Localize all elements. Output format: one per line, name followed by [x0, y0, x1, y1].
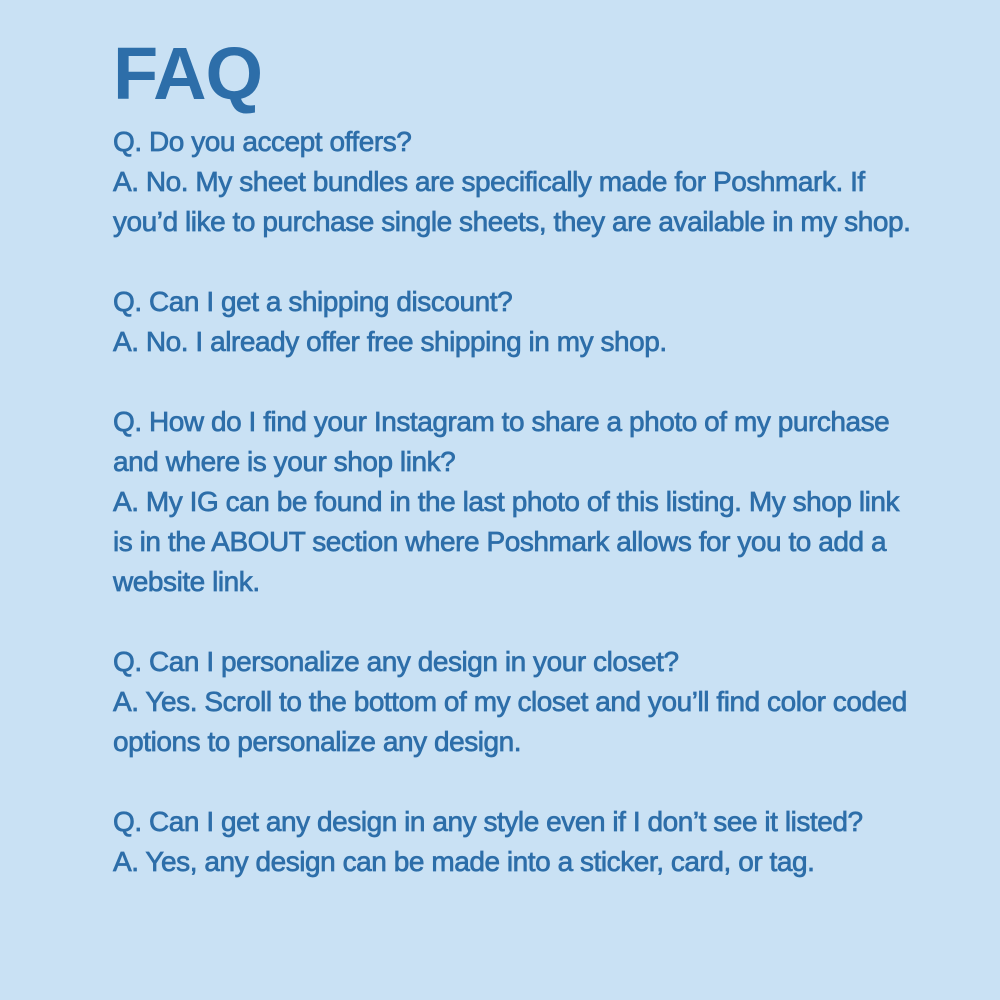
faq-question: Q. Can I get a shipping discount? [113, 286, 513, 317]
faq-item [113, 402, 913, 602]
faq-answer: A. My IG can be found in the last photo of this listing. My shop link is in the ABOUT section where Poshmark allows for you to add a website link. [113, 486, 900, 597]
faq-answer: A. No. I already offer free shipping in my shop. [113, 326, 667, 357]
faq-question: Q. How do I find your Instagram to share a photo of my purchase and where is your shop link? [113, 406, 890, 477]
faq-answer: A. No. My sheet bundles are specifically made for Poshmark. If you’d like to purchase single sheets, they are available in my shop. [113, 166, 911, 237]
faq-item [113, 122, 913, 242]
faq-item [113, 282, 913, 362]
faq-answer: A. Yes, any design can be made into a sticker, card, or tag. [113, 846, 815, 877]
faq-item [113, 642, 913, 762]
page-title: FAQ [113, 32, 263, 115]
faq-answer: A. Yes. Scroll to the bottom of my closet and you’ll find color coded options to personalize any design. [113, 686, 907, 757]
faq-question: Q. Do you accept offers? [113, 126, 412, 157]
faq-item [113, 802, 913, 882]
faq-question: Q. Can I get any design in any style even if I don’t see it listed? [113, 806, 863, 837]
faq-list [113, 122, 913, 882]
faq-question: Q. Can I personalize any design in your closet? [113, 646, 679, 677]
